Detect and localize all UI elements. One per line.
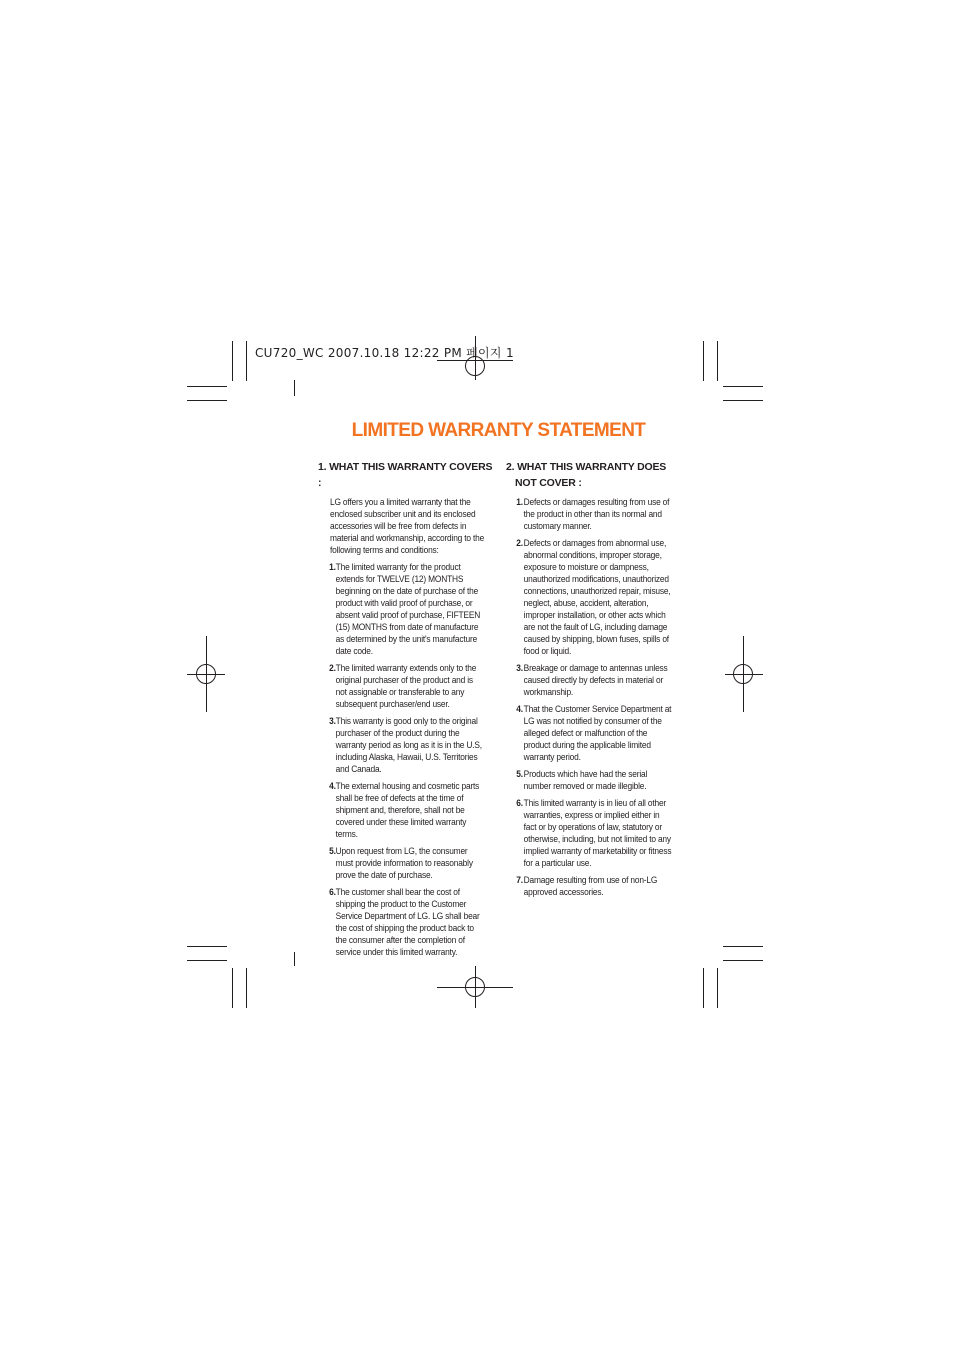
item-number: 2. [516,538,523,548]
item-number: 3. [516,663,523,673]
crop-mark [187,960,227,961]
item-text: That the Customer Service Department at LG was not notified by consumer of the alleged defect or malfunction of the product during the applicable limited warranty period. [523,704,672,762]
item-number: 6. [516,798,523,808]
list-item [506,703,673,763]
registration-line [206,636,207,712]
registration-line [475,966,476,1008]
page-title: LIMITED WARRANTY STATEMENT [351,420,646,441]
crop-mark [723,400,763,401]
item-number: 5. [329,846,336,856]
crop-mark [232,341,233,381]
list-item [506,797,673,869]
list-item [318,845,485,881]
crop-mark [703,341,704,381]
section-covers [318,459,498,963]
heading-line: NOT COVER : [515,477,582,489]
crop-mark [717,341,718,381]
crop-mark [232,968,233,1008]
item-text: Upon request from LG, the consumer must provide information to reasonably prove the date of purchase. [335,846,473,880]
crop-mark [723,386,763,387]
crop-mark [246,968,247,1008]
list-item [318,662,485,710]
crop-mark [723,960,763,961]
list-item [318,780,485,840]
list-item [506,874,673,898]
crop-mark [187,946,227,947]
trim-tick [294,380,295,396]
item-text: Damage resulting from use of non-LG approved accessories. [523,875,658,897]
item-number: 2. [329,663,336,673]
item-text: The limited warranty extends only to the original purchaser of the product and is not assignable or transferable to any subsequent purchaser/end user. [335,663,477,709]
list-item [506,768,673,792]
item-text: Breakage or damage to antennas unless caused directly by defects in material or workmanship. [523,663,668,697]
item-number: 4. [329,781,336,791]
crop-mark [246,341,247,381]
list-item [318,561,485,657]
section-intro: LG offers you a limited warranty that the enclosed subscriber unit and its enclosed accessories will be free from defects in material and workmanship, according to the following terms and conditions: [330,497,485,555]
registration-line [725,674,763,675]
section-heading [506,459,686,491]
item-text: Defects or damages from abnormal use, abnormal conditions, improper storage, exposure to moisture or dampness, unauthorized modifications, unauthorized connections, unauthorized repair, misuse, neglect, abuse, accident, alteration, improper installation, or other acts which are not the fault of LG, including damage caused by shipping, blown fuses, spills of food or liquid. [523,538,671,656]
list-item [506,496,673,532]
item-text: This warranty is good only to the original purchaser of the product during the warranty period as long as it is in the U.S, including Alaska, Hawaii, U.S. Territories and Canada. [335,716,482,774]
item-number: 3. [329,716,336,726]
section-heading: 1. WHAT THIS WARRANTY COVERS : [318,461,493,489]
item-text: Products which have had the serial number removed or made illegible. [523,769,648,791]
list-item [506,662,673,698]
item-number: 1. [516,497,523,507]
trim-tick [294,952,295,966]
item-number: 5. [516,769,523,779]
crop-mark [703,968,704,1008]
list-item [318,715,485,775]
crop-mark [717,968,718,1008]
item-number: 1. [329,562,336,572]
heading-line: 2. WHAT THIS WARRANTY DOES [506,461,667,473]
crop-mark [187,400,227,401]
item-number: 6. [329,887,336,897]
item-text: Defects or damages resulting from use of the product in other than its normal and customary manner. [523,497,670,531]
item-text: The customer shall bear the cost of shipping the product to the Customer Service Department of LG. LG shall bear the cost of shipping the product back to the consumer after the completion of service under this limited warranty. [335,887,480,957]
item-text: The external housing and cosmetic parts shall be free of defects at the time of shipment and, therefore, shall not be covered under these limited warranty terms. [335,781,480,839]
crop-mark [187,386,227,387]
print-slug: CU720_WC 2007.10.18 12:22 PM 페이지 1 [255,346,514,360]
item-text: The limited warranty for the product extends for TWELVE (12) MONTHS beginning on the date of purchase of the product with valid proof of purchase, or absent valid proof of purchase, FIFTEEN (15) MONTHS from date of manufacture as determined by the unit's manufacture date code. [335,562,481,656]
list-item [318,886,485,958]
section-not-covered [506,459,686,903]
registration-line [743,636,744,712]
item-text: This limited warranty is in lieu of all other warranties, express or implied either in fact or by operations of law, statutory or otherwise, including, but not limited to any implied warranty of marketability or fitness for a particular use. [523,798,672,868]
item-number: 4. [516,704,523,714]
crop-mark [723,946,763,947]
item-number: 7. [516,875,523,885]
list-item [506,537,673,657]
